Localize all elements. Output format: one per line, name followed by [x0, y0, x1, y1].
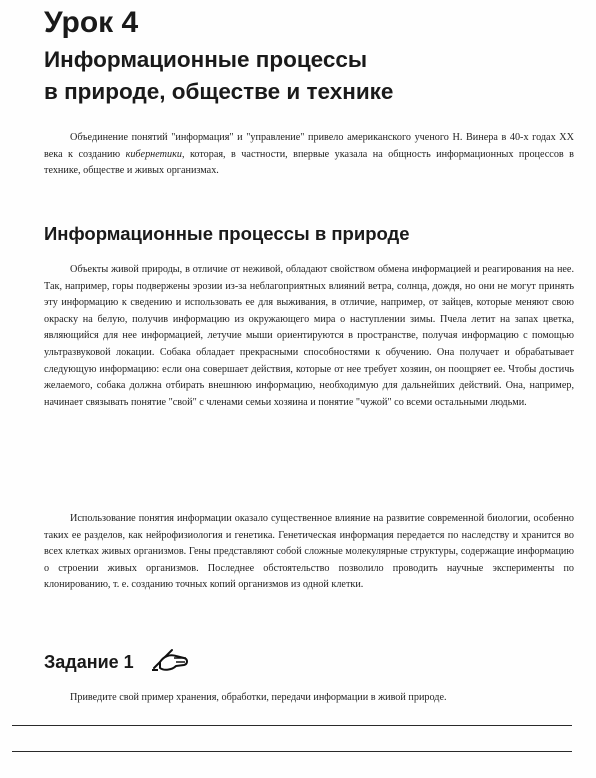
intro-emphasis: кибернетики: [125, 148, 182, 160]
section-paragraph-1: [44, 262, 574, 411]
section-paragraph-2-text: Использование понятия информации оказало существенное влияние на развитие современной биологии, особенно таких ее разделов, как нейрофизиология и генетика. Генетическая информация передается по наследству и хранится во всех клетках живых организмов. Гены представляют собой сложные молекулярные структуры, содержащие информацию о строении живых организмов. Последнее обстоятельство позволило проводить научные эксперименты по клонированию, т. е. созданию точных копий организмов из одной клетки.: [44, 513, 574, 591]
lesson-number: Урок 4: [44, 6, 139, 39]
section-paragraph-2: [44, 511, 574, 594]
lesson-title-line-2: в природе, обществе и технике: [44, 79, 394, 104]
lesson-title: [44, 44, 393, 108]
task-title: Задание 1: [44, 652, 134, 672]
intro-text-start: Объединение понятий "информация" и "управление" привело американского ученого Н. Винера в 40-х годах XX века к созданию: [44, 132, 574, 160]
writing-hand-icon: [150, 644, 192, 674]
intro-paragraph: [44, 130, 574, 180]
task-text: Приведите свой пример хранения, обработки, передачи информации в живой природе.: [70, 692, 447, 703]
intro-text-end: , которая, в частности, впервые указала на общность информационных процессов в технике, обществе и живых организмах.: [44, 148, 574, 177]
lesson-title-line-1: Информационные процессы: [44, 47, 368, 72]
answer-line-2[interactable]: [12, 751, 572, 752]
section-title: Информационные процессы в природе: [44, 223, 410, 244]
answer-line-1[interactable]: [12, 725, 572, 726]
section-paragraph-1-text: Объекты живой природы, в отличие от неживой, обладают свойством обмена информацией и реагирования на нее. Так, например, горы подвержены эрозии из-за неблагоприятных влияний ветра, солнца, дождя, но они не могут принять эту информацию к сведению и использовать ее для выживания, в отличие, например, от зайцев, которые меняют свою окраску на белую, получив информацию из окружающего мира о наступлении зимы. Пчела летит на запах цветка, являющийся для нее информацией, летучие мыши ориентируются в пространстве, получая информацию с помощью ультразвуковой локации. Собака обладает прекрасными способностями к обучению. Она получает и обрабатывает следующую информацию: если она совершает действия, которые от нее требует хозяин, он поощряет ее. Чтобы достичь желаемого, собака должна отбирать внешнюю информацию, необходимую для дальнейших действий. Она, например, начинает связывать понятие "свой" с членами семьи хозяина и понятие "чужой" со всеми остальными людьми.: [44, 264, 574, 408]
